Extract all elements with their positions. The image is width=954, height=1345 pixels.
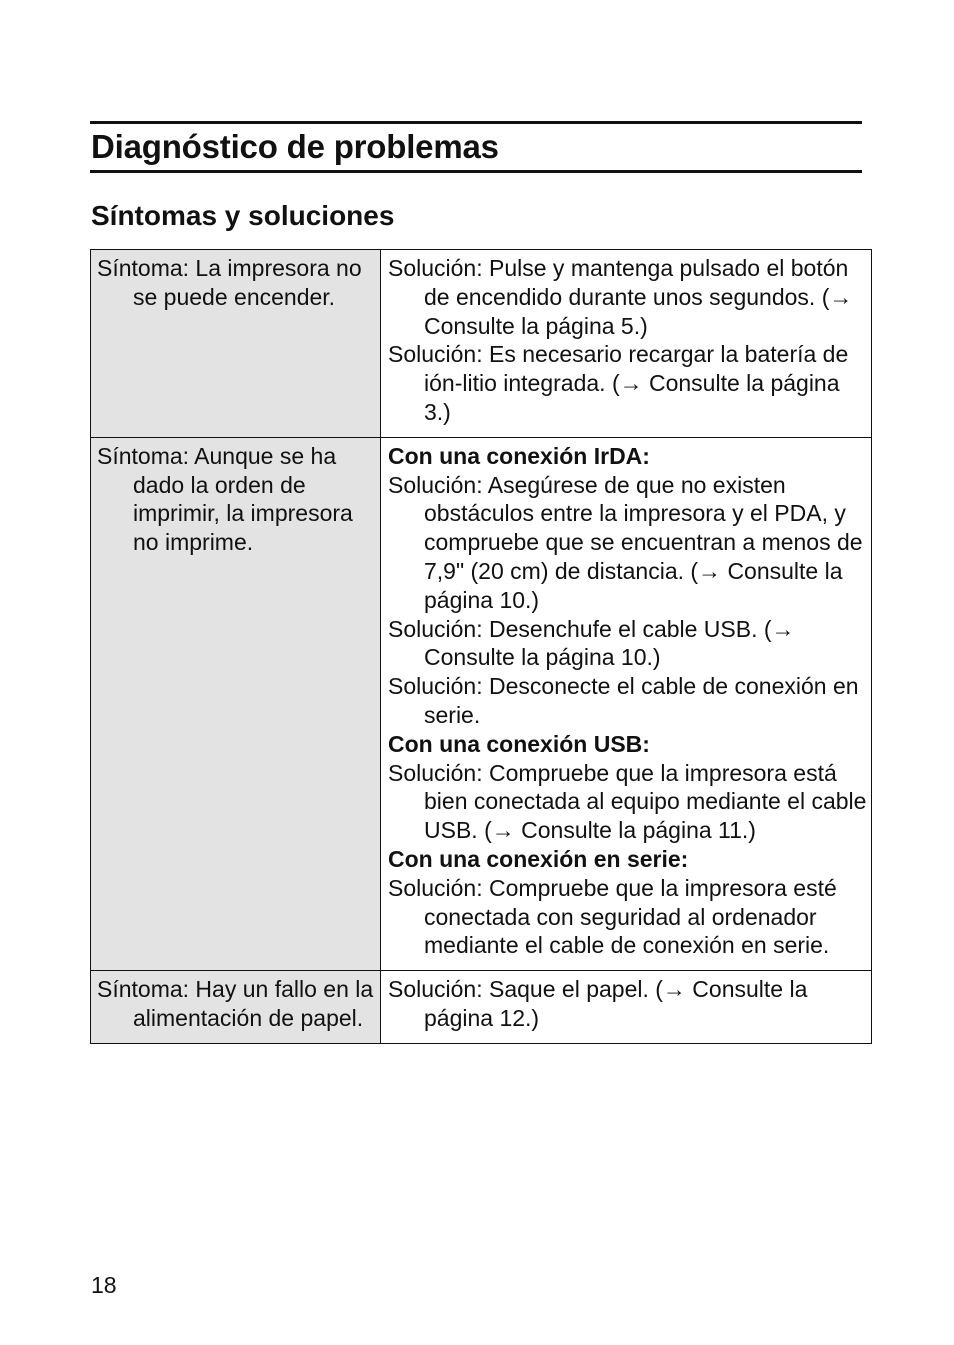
symptoms-table: [90, 249, 872, 1044]
solution-cell: [381, 971, 872, 1044]
symptom-text: Síntoma: Hay un fallo en la alimentación de papel.: [97, 976, 374, 1031]
page-number: 18: [91, 1272, 117, 1298]
solution-text: Solución: Desconecte el cable de conexión en serie.: [388, 673, 859, 728]
solution-cell: [381, 437, 872, 970]
symptom-text: Síntoma: Aunque se ha dado la orden de imprimir, la impresora no imprime.: [97, 442, 353, 556]
solution-text: Solución: Asegúrese de que no existen obstáculos entre la impresora y el PDA, y compruebe que se encuentran a menos de 7,9" (20 cm) de distancia. (→ Consulte la página 10.): [388, 471, 863, 613]
title-block: [90, 121, 862, 173]
table-row: [91, 437, 872, 970]
solution-text: Solución: Desenchufe el cable USB. (→ Consulte la página 10.): [388, 615, 795, 671]
solution-cell: [381, 250, 872, 438]
connection-heading-serial: Con una conexión en serie:: [388, 845, 689, 872]
symptom-cell: [91, 250, 381, 438]
solution-text: Solución: Compruebe que la impresora está bien conectada al equipo mediante el cable USB. (→ Consulte la página 11.): [388, 759, 867, 844]
table-row: [91, 971, 872, 1044]
solution-text: Solución: Pulse y mantenga pulsado el botón de encendido durante unos segundos. (→ Consulte la página 5.): [388, 255, 853, 339]
connection-heading-usb: Con una conexión USB:: [388, 730, 650, 757]
symptom-text: Síntoma: La impresora no se puede encender.: [97, 255, 362, 310]
solution-text: Solución: Compruebe que la impresora esté conectada con seguridad al ordenador mediante el cable de conexión en serie.: [388, 874, 837, 959]
symptom-cell: [91, 971, 381, 1044]
page-title: Diagnóstico de problemas: [91, 128, 499, 165]
solution-text: Solución: Saque el papel. (→ Consulte la página 12.): [388, 976, 808, 1031]
table-row: [91, 250, 872, 438]
symptom-cell: [91, 437, 381, 970]
section-heading: Síntomas y soluciones: [91, 200, 395, 231]
solution-text: Solución: Es necesario recargar la batería de ión-litio integrada. (→ Consulte la página 3.): [388, 341, 849, 425]
connection-heading-irda: Con una conexión IrDA:: [388, 442, 650, 469]
